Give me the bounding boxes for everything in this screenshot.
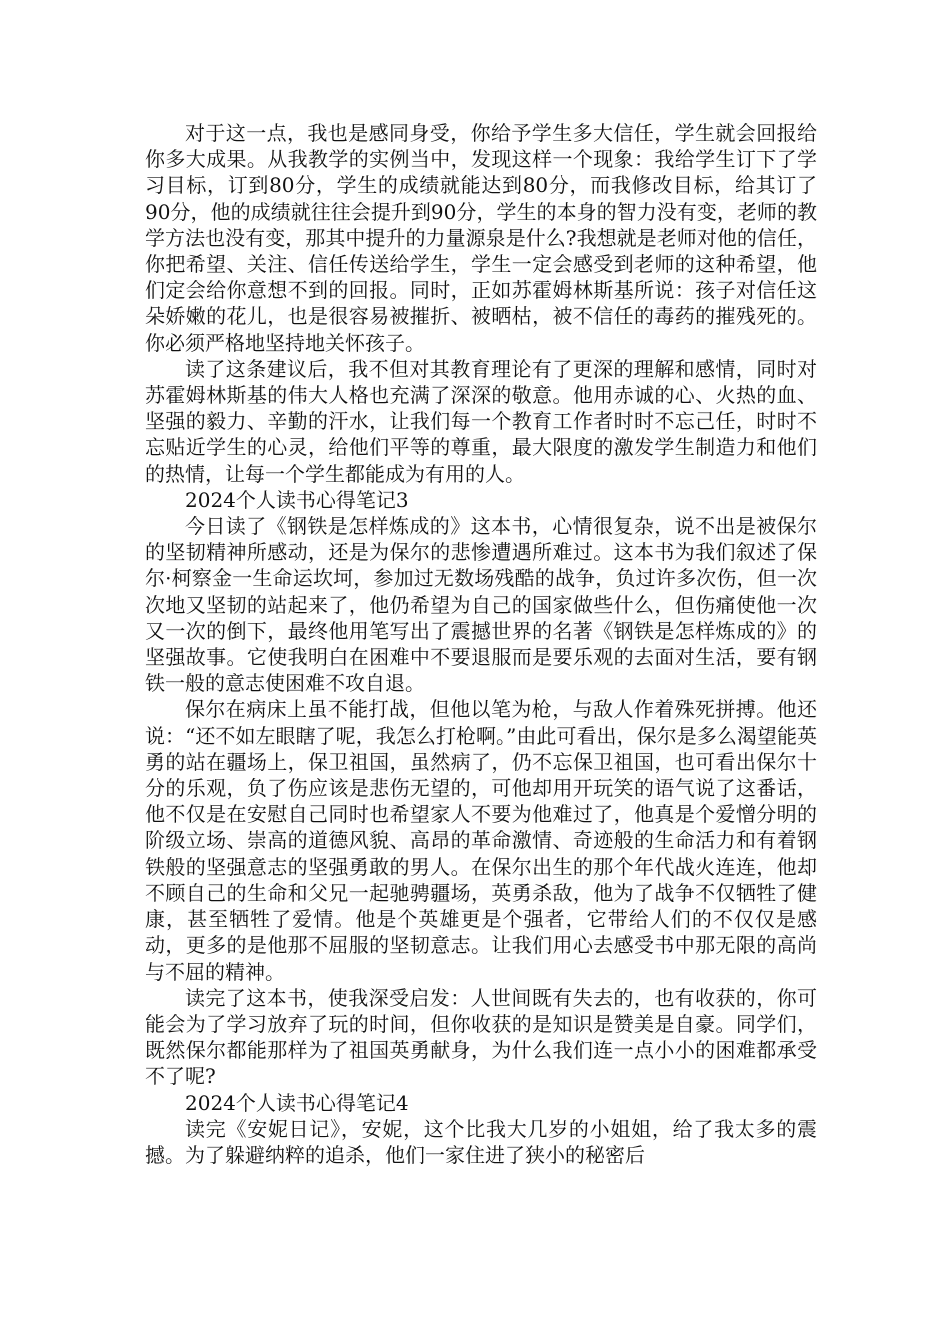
- section-heading-4: 2024个人读书心得笔记4: [185, 1090, 409, 1115]
- paragraph-trust: 对于这一点，我也是感同身受，你给予学生多大信任，学生就会回报给你多大成果。从我教学的实例当中，发现这样一个现象：我给学生订下了学习目标，订到80分，学生的成绩就能达到80分，而我修改目标，给其订了90分，他的成绩就往往会提升到90分，学生的本身的智力没有变，老师的教学方法也没有变，那其中提升的力量源泉是什么?我想就是老师对他的信任，你把希望、关注、信任传送给学生，学生一定会感受到老师的这种希望，他们定会给你意想不到的回报。同时，正如苏霍姆林斯基所说：孩子对信任这朵娇嫩的花儿，也是很容易被摧折、被晒枯，被不信任的毒药的摧残死的。你必须严格地坚持地关怀孩子。: [145, 121, 817, 355]
- paragraph-steel-conclusion: 读完了这本书，使我深受启发：人世间既有失去的，也有收获的，你可能会为了学习放弃了玩的时间，但你收获的是知识是赞美是自豪。同学们，既然保尔都能那样为了祖国英勇献身，为什么我们连一点小小的困难都承受不了呢?: [145, 985, 817, 1089]
- paragraph-paul-sickbed: 保尔在病床上虽不能打战，但他以笔为枪，与敌人作着殊死拼搏。他还说：“还不如左眼瞎了呢，我怎么打枪啊。”由此可看出，保尔是多么渴望能英勇的站在疆场上，保卫祖国，虽然病了，仍不忘保卫祖国，也可看出保尔十分的乐观，负了伤应该是悲伤无望的，可他却用开玩笑的语气说了这番话，他不仅是在安慰自己同时也希望家人不要为他难过了，他真是个爱憎分明的阶级立场、崇高的道德风貌、高昂的革命激情、奇迹般的生命活力和有着钢铁般的坚强意志的坚强勇敢的男人。在保尔出生的那个年代战火连连，他却不顾自己的生命和父兄一起驰骋疆场，英勇杀敌，他为了战争不仅牺牲了健康，甚至牺牲了爱情。他是个英雄更是个强者，它带给人们的不仅仅是感动，更多的是他那不屈服的坚韧意志。让我们用心去感受书中那无限的高尚与不屈的精神。: [145, 697, 817, 984]
- document-page: [145, 120, 817, 1168]
- paragraph-anne-diary: 读完《安妮日记》，安妮，这个比我大几岁的小姐姐，给了我太多的震撼。为了躲避纳粹的追杀，他们一家住进了狭小的秘密后: [145, 1116, 817, 1167]
- paragraph-steel-intro: 今日读了《钢铁是怎样炼成的》这本书，心情很复杂，说不出是被保尔的坚韧精神所感动，还是为保尔的悲惨遭遇所难过。这本书为我们叙述了保尔·柯察金一生命运坎坷，参加过无数场残酷的战争，负过许多次伤，但一次次地又坚韧的站起来了，他仍希望为自己的国家做些什么，但伤痛使他一次又一次的倒下，最终他用笔写出了震撼世界的名著《钢铁是怎样炼成的》的坚强故事。它使我明白在困难中不要退服而是要乐观的去面对生活，要有钢铁一般的意志使困难不攻自退。: [145, 514, 817, 696]
- section-heading-3: 2024个人读书心得笔记3: [185, 487, 409, 512]
- paragraph-suggestion-reflection: 读了这条建议后，我不但对其教育理论有了更深的理解和感情，同时对苏霍姆林斯基的伟大人格也充满了深深的敬意。他用赤诚的心、火热的血、坚强的毅力、辛勤的汗水，让我们每一个教育工作者时时不忘己任，时时不忘贴近学生的心灵，给他们平等的尊重，最大限度的激发学生制造力和他们的热情，让每一个学生都能成为有用的人。: [145, 356, 817, 486]
